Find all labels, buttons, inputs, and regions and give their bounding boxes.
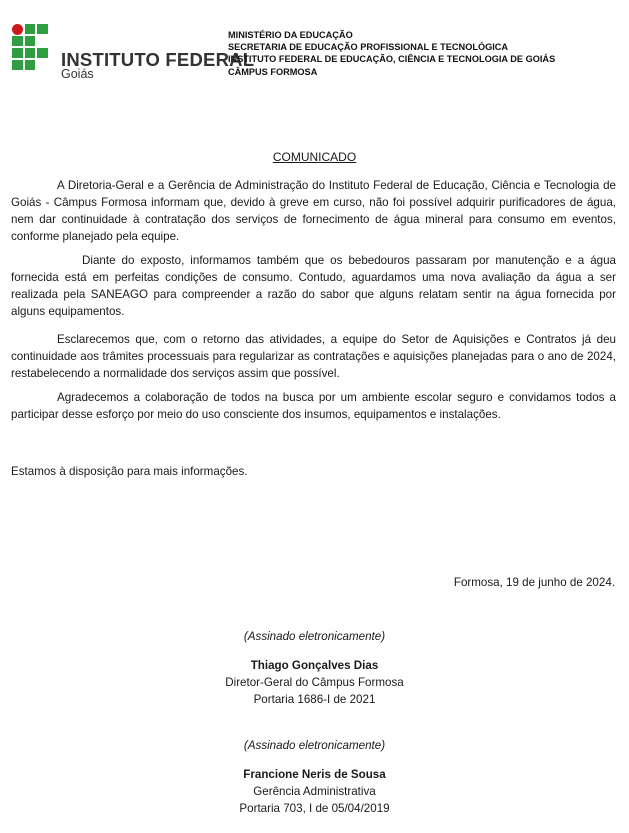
paragraph-2: Diante do exposto, informamos também que os bebedouros passaram por manutenção e a água fornecida está em perfeitas condições de consumo. Contudo, aguardamos uma nova avaliação da água a ser realizada pela SANEAGO para compreender a razão do sabor que alguns relatam sentir na água fornecida por alguns equipamentos.: [11, 254, 616, 318]
logo-square: [25, 24, 36, 34]
logo-square: [25, 48, 36, 58]
logo-name: INSTITUTO FEDERAL: [61, 49, 255, 70]
logo-red-circle: [12, 24, 23, 35]
signer-reference: Portaria 703, I de 05/04/2019: [239, 802, 390, 815]
paragraph-3: Esclarecemos que, com o retorno das atividades, a equipe do Setor de Aquisições e Contratos já deu continuidade aos trâmites processuais para regularizar as contratações e aquisições planejadas para o ano de 2024, restabelecendo a normalidade dos serviços assim que possível.: [11, 333, 616, 380]
signed-electronically-note: (Assinado eletronicamente): [243, 739, 386, 752]
logo-grid-icon: [12, 24, 62, 80]
letterhead-line-institute: INSTITUTO FEDERAL DE EDUCAÇÃO, CIÊNCIA E TECNOLOGIA DE GOIÁS: [228, 54, 556, 65]
letterhead: [228, 29, 555, 78]
letterhead-line-campus: CÂMPUS FORMOSA: [228, 66, 318, 77]
logo-subtitle: Goiás: [61, 67, 94, 81]
closing-sentence: Estamos à disposição para mais informações.: [11, 465, 248, 478]
letterhead-line-secretariat: SECRETARIA DE EDUCAÇÃO PROFISSIONAL E TECNOLÓGICA: [228, 42, 509, 53]
logo-square: [12, 48, 23, 58]
logo-square: [25, 36, 36, 46]
document-title: COMUNICADO: [272, 150, 357, 164]
date-line: Formosa, 19 de junho de 2024.: [453, 576, 615, 589]
institution-logo: [12, 24, 255, 84]
paragraph-4: Agradecemos a colaboração de todos na busca por um ambiente escolar seguro e convidamos todos a participar desse esforço por meio do uso consciente dos insumos, equipamentos e instalações.: [11, 391, 616, 421]
paragraph-1: A Diretoria-Geral e a Gerência de Administração do Instituto Federal de Educação, Ciência e Tecnologia de Goiás - Câmpus Formosa informam que, devido à greve em curso, não foi possível adquirir purificadores de água, nem dar continuidade à contratação dos serviços de fornecimento de água mineral para consumo em eventos, conforme planejado pela equipe.: [11, 179, 616, 243]
signature-block-director: [0, 628, 629, 708]
signer-role: Diretor-Geral do Câmpus Formosa: [225, 676, 404, 689]
signature-block-administration: [0, 737, 629, 817]
logo-square: [12, 60, 23, 70]
logo-square: [37, 24, 48, 34]
logo-square: [12, 36, 23, 46]
signer-name: Francione Neris de Sousa: [243, 768, 386, 781]
signed-electronically-note: (Assinado eletronicamente): [243, 630, 386, 643]
logo-square: [25, 60, 36, 70]
logo-square: [37, 48, 48, 58]
letterhead-line-ministry: MINISTÉRIO DA EDUCAÇÃO: [228, 30, 353, 40]
signer-name: Thiago Gonçalves Dias: [250, 659, 379, 672]
signer-role: Gerência Administrativa: [253, 785, 376, 798]
signer-reference: Portaria 1686-I de 2021: [253, 693, 376, 706]
